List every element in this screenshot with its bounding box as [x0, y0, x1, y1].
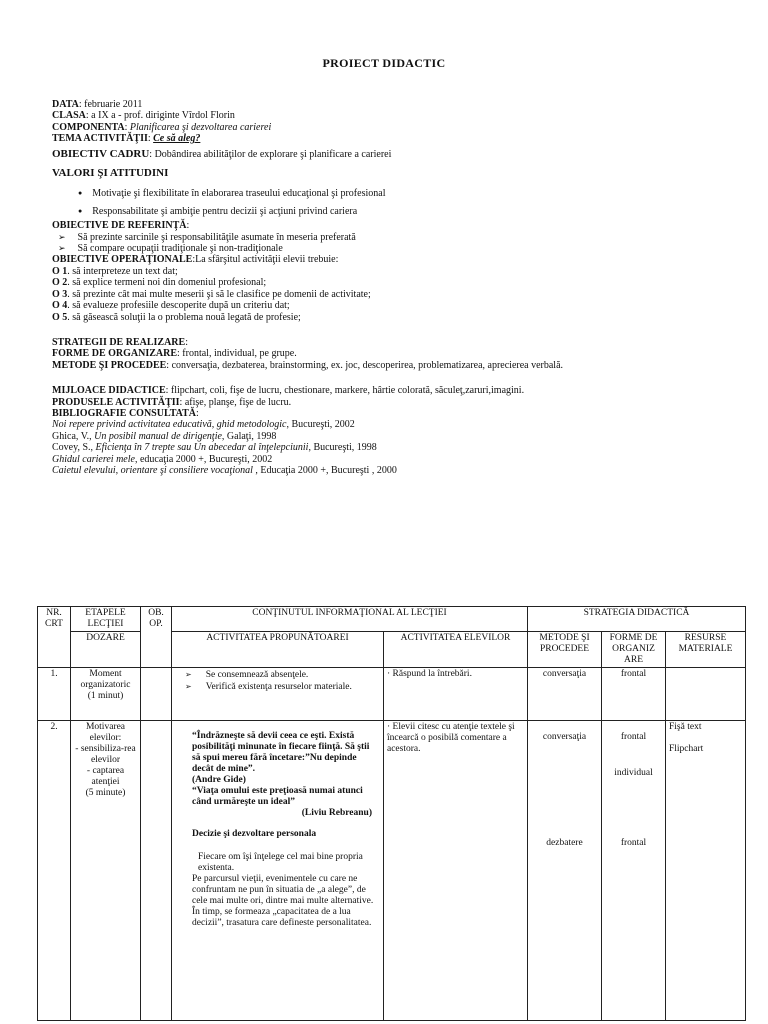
obiectiv-operational-item: O 4. să evalueze profesiile descoperite după un criteriu dat; — [52, 300, 290, 312]
header-activitatea-elev: ACTIVITATEA ELEVILOR — [384, 632, 528, 668]
row-activitate-prop: “Îndrăzneşte să devii ceea ce eşti. Există posibilităţi minunate în fiecare fiinţă. Să ştii să spui mereu fără încetare:”Nu depinde decât de mine”. (Andre Gide) “Viaţa omului este preţioasă numai atunci când urmăreşte un ideal” (Liviu Rebreanu) Decizie şi dezvoltare personala Fiecare om îşi înţelege cel mai bine propria existenta. Pe parcursul vieţii, evenimentele cu care ne confruntam ne pun în situatia de „a alege”, de cele mai multe ori, dintre mai multe alternative. În timp, se formeaza „capacitatea de a lua decizii”, trasatura care defineste personalitatea. — [172, 721, 384, 1021]
row-activitate-prop: ➢ Se consemnează absenţele. ➢ Verifică existenţa resurselor materiale. — [172, 668, 384, 721]
header-dozare: DOZARE — [71, 632, 141, 668]
obiectiv-operational-item: O 1. să interpreteze un text dat; — [52, 265, 178, 277]
row-ob — [141, 721, 172, 1021]
row-metoda: conversaţia dezbatere — [528, 721, 602, 1021]
produse-line: PRODUSELE ACTIVITĂŢII: afişe, planşe, fişe de lucru. — [52, 396, 292, 408]
row-forma: frontal — [602, 668, 666, 721]
obiective-referinta-heading: OBIECTIVE DE REFERINŢĂ: — [52, 220, 190, 232]
obiectiv-referinta-item: ➢ Să prezinte sarcinile şi responsabilităţile asumate în meseria preferată — [52, 232, 742, 243]
row-etapa: Moment organizatoric (1 minut) — [71, 668, 141, 721]
row-number: 2. — [38, 721, 71, 1021]
bibliografie-heading: BIBLIOGRAFIE CONSULTATĂ: — [52, 407, 199, 419]
componenta-line: COMPONENTA: Planificarea şi dezvoltarea carierei — [52, 121, 272, 133]
header-etape: ETAPELE LECŢIEI — [71, 607, 141, 632]
obiectiv-operational-item: O 2. să explice termeni noi din domeniul profesional; — [52, 277, 267, 289]
header-continut: CONŢINUTUL INFORMAŢIONAL AL LECŢIEI — [172, 607, 528, 632]
table-row — [38, 668, 746, 721]
row-activitate-elevi: · Răspund la întrebări. — [384, 668, 528, 721]
header-resurse: RESURSE MATERIALE — [666, 632, 746, 668]
header-ob: OB. OP. — [141, 607, 172, 668]
obiectiv-referinta-item: ➢ Să compare ocupaţii tradiţionale şi non-tradiţionale — [52, 243, 742, 254]
obiective-operationale-heading: OBIECTIVE OPERAŢIONALE:La sfârşitul activităţii elevii trebuie: — [52, 254, 339, 266]
forme-line: FORME DE ORGANIZARE: frontal, individual, pe grupe. — [52, 348, 297, 360]
row-metoda: conversaţia — [528, 668, 602, 721]
clasa-line: CLASA: a IX a - prof. diriginte Vîrdol Florin — [52, 110, 235, 122]
bibliografie-item: Ghidul carierei mele, educaţia 2000 +, Bucureşti, 2002 — [52, 453, 273, 465]
data-line: DATA: februarie 2011 — [52, 99, 143, 110]
header-strategia: STRATEGIA DIDACTICĂ — [528, 607, 746, 632]
row-number: 1. — [38, 668, 71, 721]
header-activitatea-prop: ACTIVITATEA PROPUNĂTOAREI — [172, 632, 384, 668]
row-activitate-elevi: · Elevii citesc cu atenţie textele şi încearcă o posibilă comentare a acestora. — [384, 721, 528, 1021]
row-etapa: Motivarea elevilor: - sensibiliza-rea elevilor - captarea atenţiei (5 minute) — [71, 721, 141, 1021]
mijloace-line: MIJLOACE DIDACTICE: flipchart, coli, fişe de lucru, chestionare, markere, hârtie colorată, săculeţ,zaruri,imagini. — [52, 385, 525, 397]
table-header-row — [38, 607, 746, 632]
row-resurse: Fişă text Flipchart — [666, 721, 746, 1021]
strategii-heading: STRATEGII DE REALIZARE: — [52, 336, 188, 348]
obiectiv-operational-item: O 5. să găsească soluţii la o problema nouă legată de profesie; — [52, 311, 301, 323]
page-title: PROIECT DIDACTIC — [322, 56, 446, 70]
row-ob — [141, 668, 172, 721]
header-forme: FORME DE ORGANIZ ARE — [602, 632, 666, 668]
valori-item: ● Motivaţie şi flexibilitate în elaborarea traseului educaţional şi profesional — [52, 188, 742, 200]
bibliografie-item: Covey, S., Eficienţa în 7 trepte sau Un abecedar al înţelepciunii, Bucureşti, 1998 — [52, 442, 377, 454]
metode-line: METODE ŞI PROCEDEE: conversaţia, dezbaterea, brainstorming, ex. joc, descoperirea, problematizarea, aprecierea verbală. — [52, 359, 564, 371]
bibliografie-item: Noi repere privind activitatea educativă, ghid metodologic, Bucureşti, 2002 — [52, 419, 355, 431]
header-nr: NR. CRT — [38, 607, 71, 668]
valori-item: ● Responsabilitate şi ambiţie pentru decizii şi acţiuni privind cariera — [52, 206, 742, 218]
bibliografie-item: Caietul elevului, orientare şi consiliere vocaţional , Educaţia 2000 +, Bucureşti , 2000 — [52, 464, 397, 476]
document-header — [52, 99, 742, 476]
obiectiv-cadru-line: OBIECTIV CADRU: Dobândirea abilităţilor de explorare şi planificare a carierei — [52, 147, 392, 160]
obiectiv-operational-item: O 3. să prezinte cât mai multe meserii şi să le clasifice pe domenii de activitate; — [52, 288, 371, 300]
table-row — [38, 721, 746, 1021]
header-metode: METODE ŞI PROCEDEE — [528, 632, 602, 668]
bibliografie-item: Ghica, V., Un posibil manual de dirigenţie, Galaţi, 1998 — [52, 430, 277, 442]
valori-heading: VALORI ŞI ATITUDINI — [52, 167, 169, 180]
lesson-table — [37, 606, 746, 1021]
row-forma: frontal individual frontal — [602, 721, 666, 1021]
tema-line: TEMA ACTIVITĂŢII: Ce să aleg? — [52, 133, 201, 145]
row-resurse — [666, 668, 746, 721]
